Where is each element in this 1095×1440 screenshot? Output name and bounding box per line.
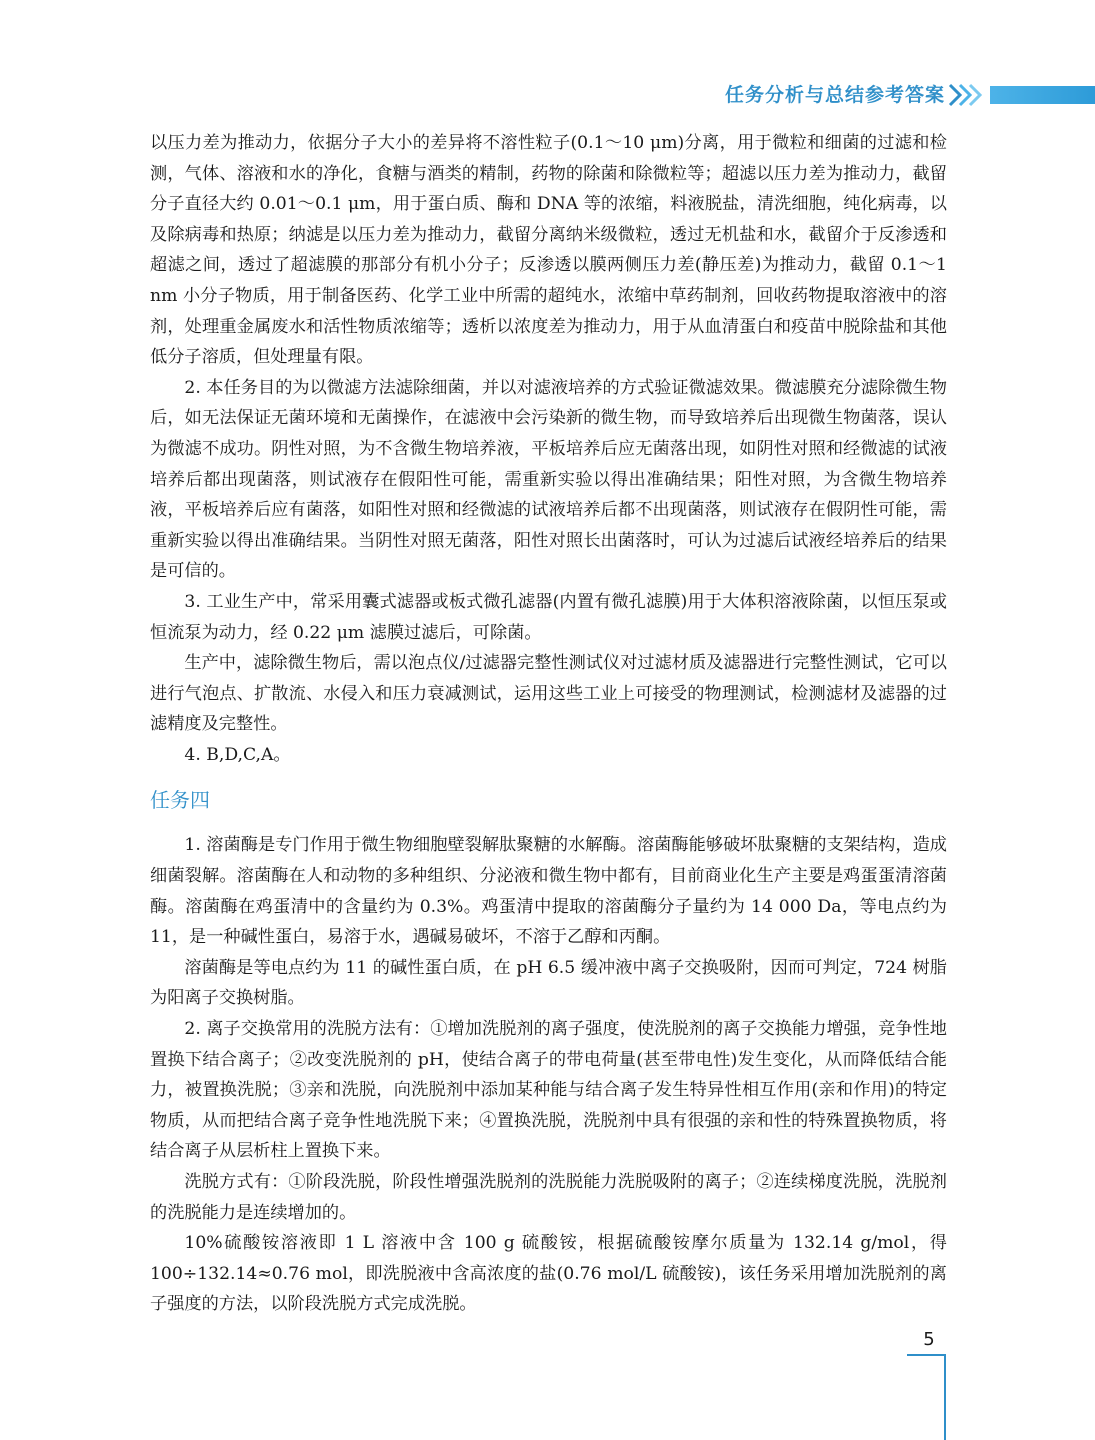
- page-number: 5: [923, 1329, 935, 1350]
- header-title: 任务分析与总结参考答案: [724, 84, 945, 106]
- body-text: [150, 128, 947, 1320]
- paragraph: 溶菌酶是等电点约为 11 的碱性蛋白质，在 pH 6.5 缓冲液中离子交换吸附，因而可判定，724 树脂为阳离子交换树脂。: [150, 957, 947, 1009]
- paragraph: 生产中，滤除微生物后，需以泡点仪/过滤器完整性测试仪对过滤材质及滤器进行完整性测试，它可以进行气泡点、扩散流、水侵入和压力衰减测试，运用这些工业上可接受的物理测试，检测滤材及滤器的过滤精度及完整性。: [150, 653, 947, 735]
- paragraph: 4. B,D,C,A。: [184, 744, 291, 765]
- paragraph: 3. 工业生产中，常采用囊式滤器或板式微孔滤器(内置有微孔滤膜)用于大体积溶液除菌，以恒压泵或恒流泵为动力，经 0.22 μm 滤膜过滤后，可除菌。: [150, 591, 947, 643]
- chevrons-icon: [948, 83, 988, 107]
- page-corner-ornament: [905, 1354, 947, 1440]
- paragraph: 2. 本任务目的为以微滤方法滤除细菌，并以对滤液培养的方式验证微滤效果。微滤膜充分滤除微生物后，如无法保证无菌环境和无菌操作，在滤液中会污染新的微生物，而导致培养后出现微生物菌落，误认为微滤不成功。阴性对照，为不含微生物培养液，平板培养后应无菌落出现，如阴性对照和经微滤的试液培养后都出现菌落，则试液存在假阳性可能，需重新实验以得出准确结果；阳性对照，为含微生物培养液，平板培养后应有菌落，如阳性对照和经微滤的试液培养后都不出现菌落，则试液存在假阴性可能，需重新实验以得出准确结果。当阴性对照无菌落，阳性对照长出菌落时，可认为过滤后试液经培养后的结果是可信的。: [150, 377, 947, 582]
- paragraph: 2. 离子交换常用的洗脱方法有：①增加洗脱剂的离子强度，使洗脱剂的离子交换能力增强，竞争性地置换下结合离子；②改变洗脱剂的 pH，使结合离子的带电荷量(甚至带电性)发生变化，从而降低结合能力，被置换洗脱；③亲和洗脱，向洗脱剂中添加某种能与结合离子发生特异性相互作用(亲和作用)的特定物质，从而把结合离子竞争性地洗脱下来；④置换洗脱，洗脱剂中具有很强的亲和性的特殊置换物质，将结合离子从层析柱上置换下来。: [150, 1019, 947, 1162]
- section-title: 任务四: [150, 788, 210, 813]
- paragraph: 1. 溶菌酶是专门作用于微生物细胞壁裂解肽聚糖的水解酶。溶菌酶能够破坏肽聚糖的支架结构，造成细菌裂解。溶菌酶在人和动物的多种组织、分泌液和微生物中都有，目前商业化生产主要是鸡蛋蛋清溶菌酶。溶菌酶在鸡蛋清中的含量约为 0.3%。鸡蛋清中提取的溶菌酶分子量约为 14 000 Da，等电点约为 11，是一种碱性蛋白，易溶于水，遇碱易破坏，不溶于乙醇和丙酮。: [150, 835, 947, 948]
- header-bar: [990, 86, 1095, 104]
- paragraph: 洗脱方式有：①阶段洗脱，阶段性增强洗脱剂的洗脱能力洗脱吸附的离子；②连续梯度洗脱，洗脱剂的洗脱能力是连续增加的。: [150, 1172, 947, 1223]
- running-header: [700, 80, 1095, 110]
- paragraph: 以压力差为推动力，依据分子大小的差异将不溶性粒子(0.1～10 μm)分离，用于微粒和细菌的过滤和检测，气体、溶液和水的净化，食糖与酒类的精制，药物的除菌和除微粒等；超滤以压力差为推动力，截留分子直径大约 0.01～0.1 μm，用于蛋白质、酶和 DNA 等的浓缩，料液脱盐，清洗细胞，纯化病毒，以及除病毒和热原；纳滤是以压力差为推动力，截留分离纳米级微粒，透过无机盐和水，截留介于反渗透和超滤之间，透过了超滤膜的那部分有机小分子；反渗透以膜两侧压力差(静压差)为推动力，截留 0.1～1 nm 小分子物质，用于制备医药、化学工业中所需的超纯水，浓缩中草药制剂，回收药物提取溶液中的溶剂，处理重金属废水和活性物质浓缩等；透析以浓度差为推动力，用于从血清蛋白和疫苗中脱除盐和其他低分子溶质，但处理量有限。: [150, 133, 947, 368]
- paragraph: 10%硫酸铵溶液即 1 L 溶液中含 100 g 硫酸铵，根据硫酸铵摩尔质量为 132.14 g/mol，得 100÷132.14≈0.76 mol，即洗脱液中含高浓度的盐(0.76 mol/L 硫酸铵)，该任务采用增加洗脱剂的离子强度的方法，以阶段洗脱方式完成洗脱。: [150, 1233, 947, 1315]
